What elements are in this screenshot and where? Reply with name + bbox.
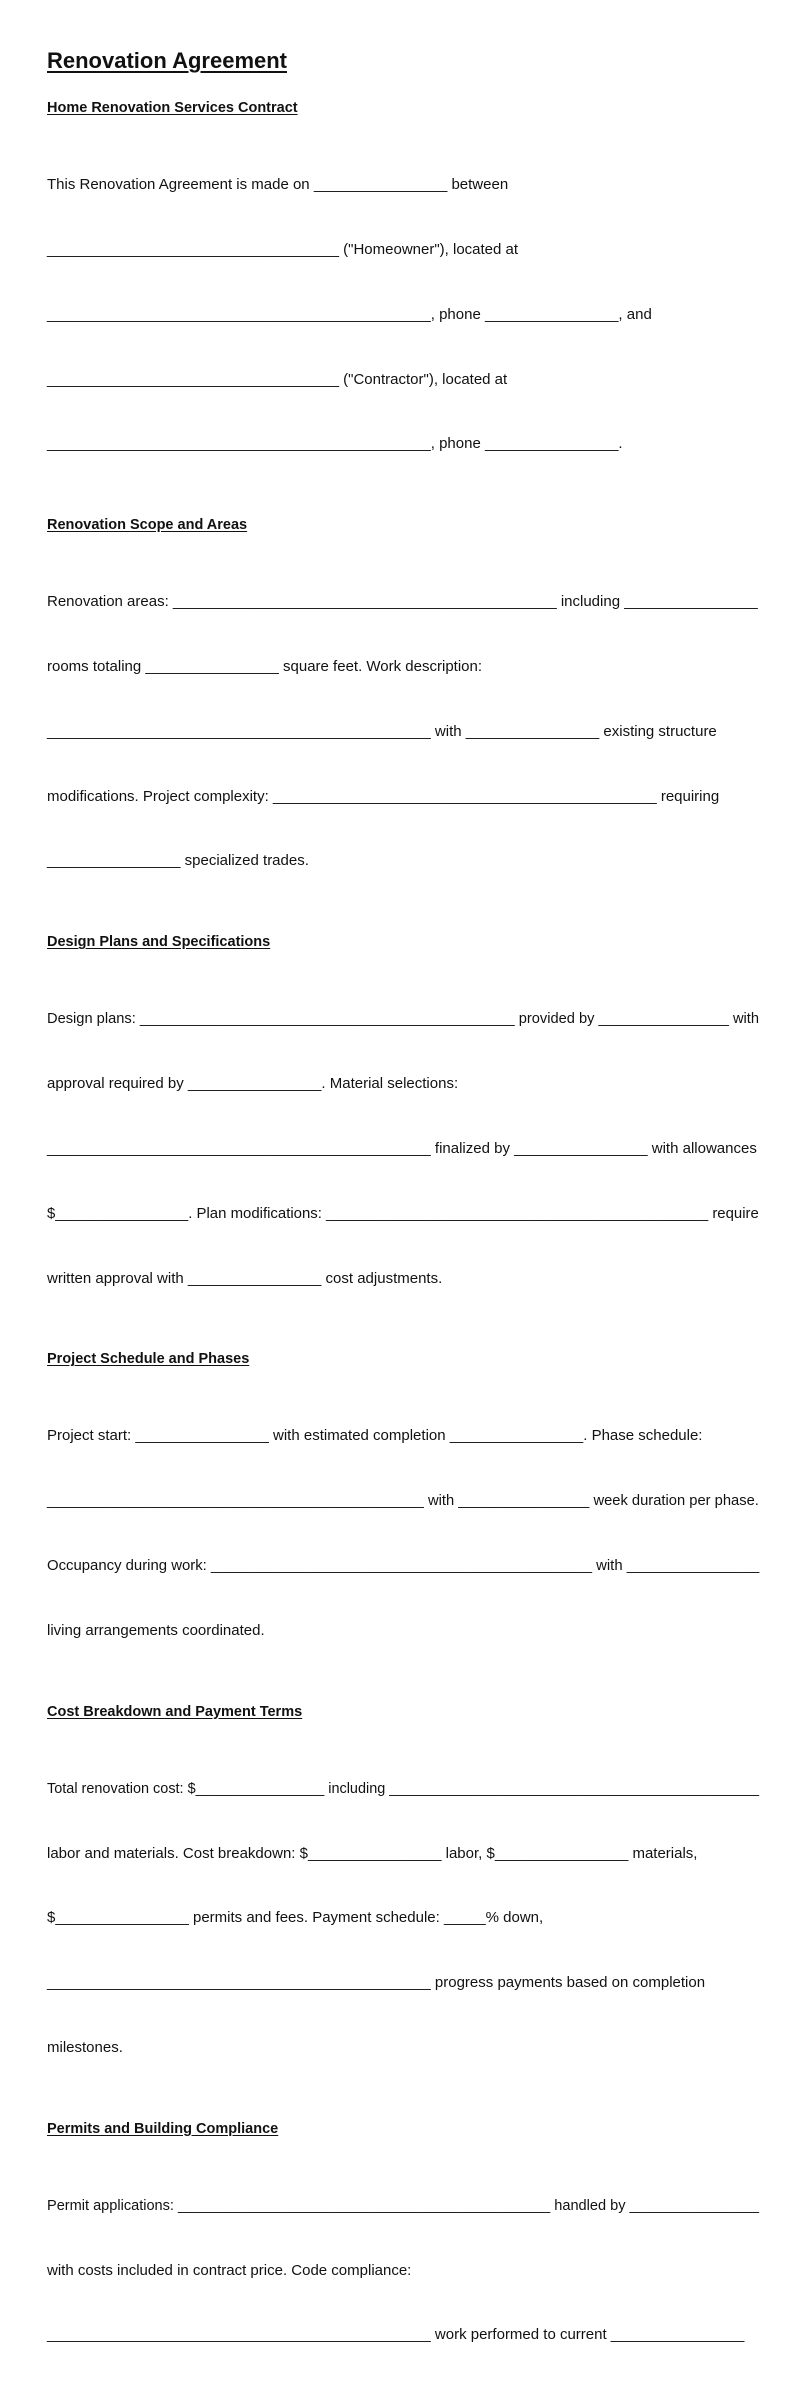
section-line: written approval with ________________ cost adjustments. (47, 1269, 443, 1287)
section-line: Design plans: ______________________________________________ provided by ________________ with (47, 1010, 760, 1028)
document-title: Renovation Agreement (47, 48, 288, 73)
section-body-schedule (47, 1382, 759, 1684)
intro-line: ______________________________________________, phone ________________. (47, 435, 623, 453)
section-body-scope (47, 548, 759, 915)
section-line: Project start: ________________ with estimated completion ________________. Phase schedule: (47, 1427, 703, 1445)
section-line: milestones. (47, 2038, 123, 2056)
section-title-scope: Renovation Scope and Areas (47, 517, 248, 534)
section-title-permits: Permits and Building Compliance (47, 2120, 279, 2137)
section-line: labor and materials. Cost breakdown: $________________ labor, $________________ materials, (47, 1844, 698, 1862)
section-title-design: Design Plans and Specifications (47, 934, 271, 951)
intro-paragraph (47, 131, 759, 498)
section-line: living arrangements coordinated. (47, 1621, 265, 1639)
section-line: rooms totaling ________________ square feet. Work description: (47, 658, 483, 676)
section-line: Renovation areas: ______________________________________________ including ________________ (47, 593, 758, 611)
section-line: $________________ permits and fees. Payment schedule: _____% down, (47, 1909, 544, 1927)
intro-line: ___________________________________ ("Homeowner"), located at (47, 240, 519, 258)
document-subtitle: Home Renovation Services Contract (47, 100, 298, 116)
intro-line: ___________________________________ ("Contractor"), located at (47, 370, 508, 388)
section-line: with costs included in contract price. Code compliance: (47, 2261, 412, 2279)
intro-line: This Renovation Agreement is made on ________________ between (47, 176, 509, 194)
section-title-cost: Cost Breakdown and Payment Terms (47, 1703, 303, 1720)
section-line: ______________________________________________ work performed to current ________________ (47, 2326, 745, 2344)
section-body-cost (47, 1735, 759, 2102)
section-body-permits (47, 2152, 759, 2389)
section-line: ______________________________________________ progress payments based on completion (47, 1974, 706, 1992)
section-line: ______________________________________________ with ________________ week duration per phase. (47, 1492, 759, 1510)
section-line: Permit applications: ______________________________________________ handled by ________________ (47, 2196, 759, 2214)
section-line: Total renovation cost: $________________ including ______________________________________________ (47, 1779, 760, 1797)
renovation-agreement-document (47, 44, 759, 2389)
section-line: ______________________________________________ with ________________ existing structure (47, 722, 717, 740)
section-line: ________________ specialized trades. (47, 852, 309, 870)
section-title-schedule: Project Schedule and Phases (47, 1351, 250, 1368)
section-line: $________________. Plan modifications: ______________________________________________ require (47, 1204, 759, 1222)
intro-line: ______________________________________________, phone ________________, and (47, 305, 652, 323)
section-line: modifications. Project complexity: ______________________________________________ requiring (47, 787, 720, 805)
section-line: Occupancy during work: ______________________________________________ with ________________ (47, 1557, 760, 1575)
section-body-design (47, 965, 759, 1332)
section-line: ______________________________________________ finalized by ________________ with allowances (47, 1139, 757, 1157)
section-line: approval required by ________________. Material selections: (47, 1075, 459, 1093)
